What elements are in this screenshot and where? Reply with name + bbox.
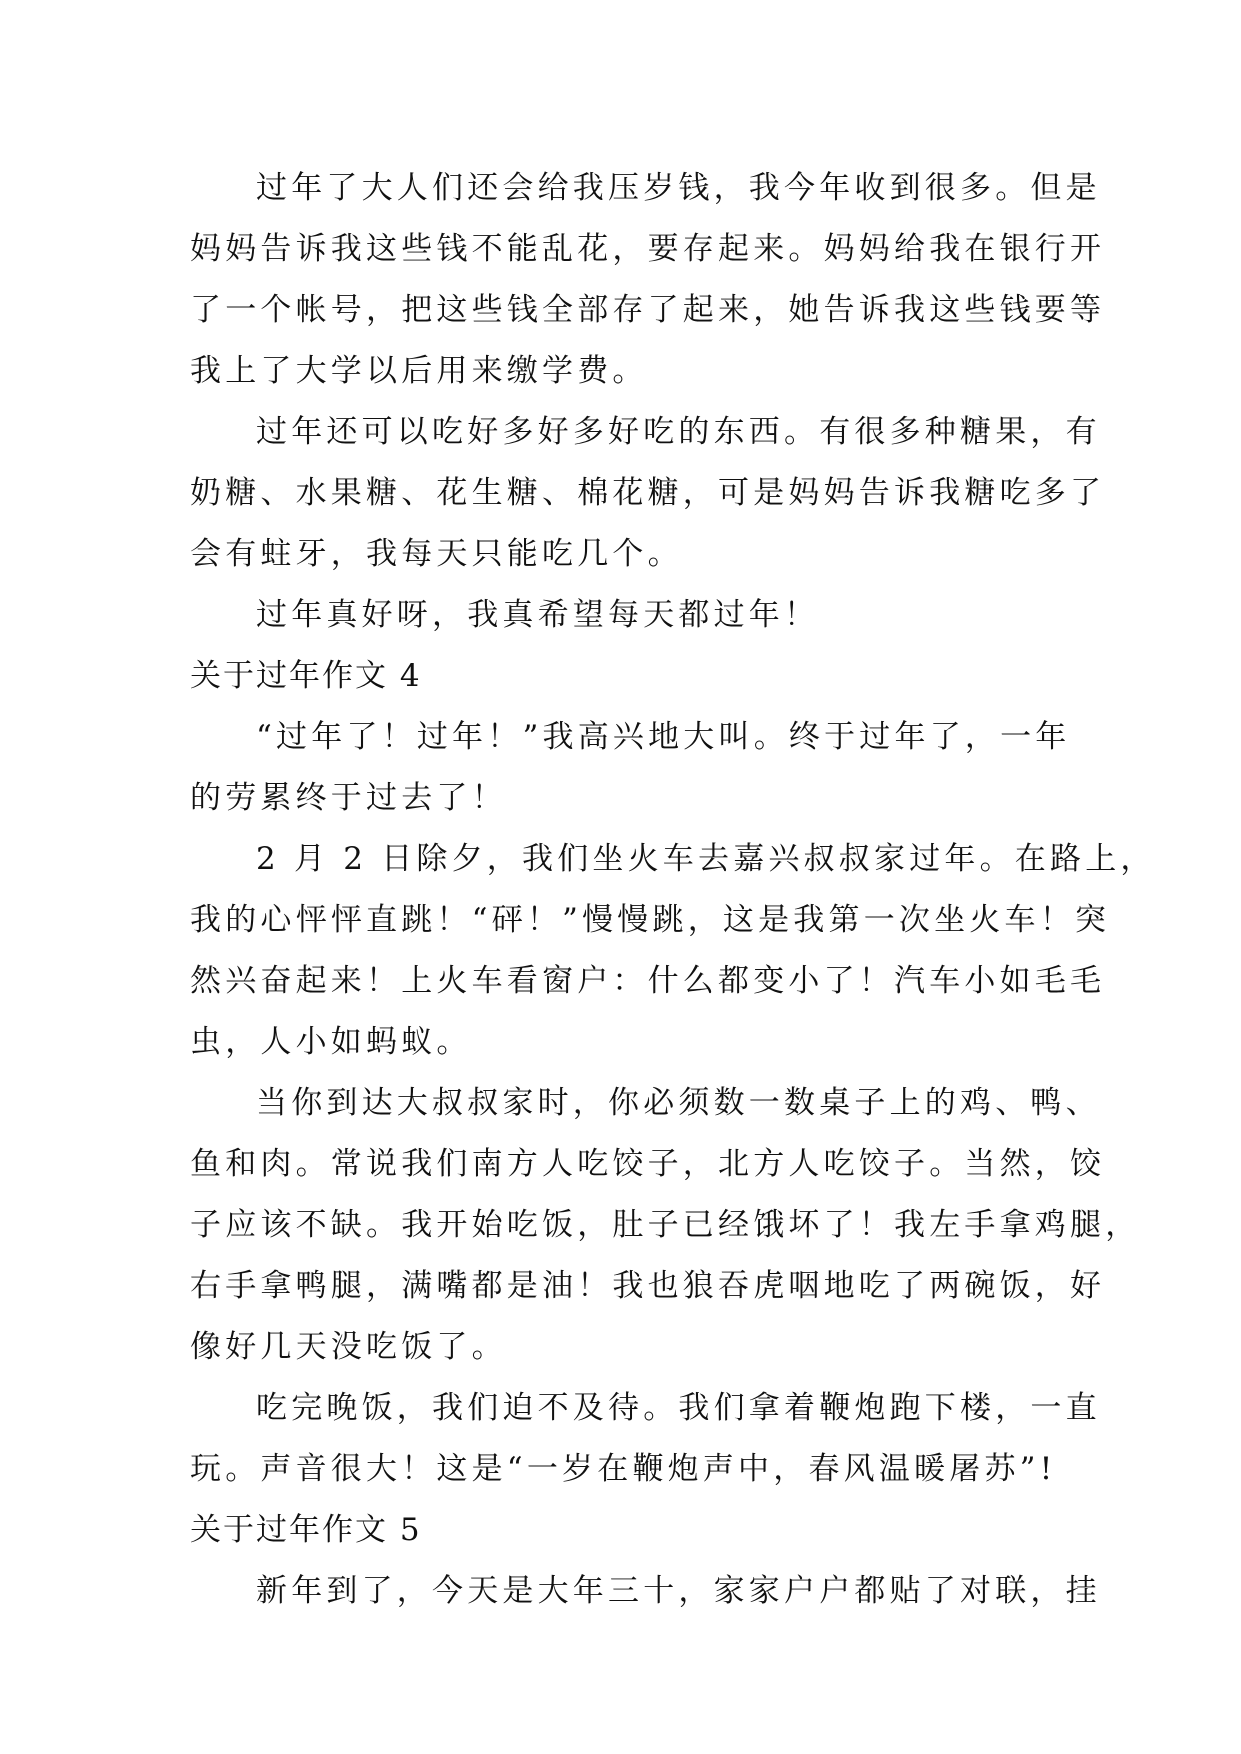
paragraph-line: “过年了！过年！”我高兴地大叫。终于过年了，一年 (256, 719, 1071, 755)
paragraph-line: 子应该不缺。我开始吃饭，肚子已经饿坏了！我左手拿鸡腿， (190, 1207, 1141, 1243)
paragraph-line: 虫，人小如蚂蚁。 (190, 1024, 472, 1060)
paragraph-line: 过年还可以吃好多好多好吃的东西。有很多种糖果，有 (256, 414, 1101, 450)
paragraph-line: 新年到了，今天是大年三十，家家户户都贴了对联，挂 (256, 1573, 1101, 1609)
paragraph-line: 我上了大学以后用来缴学费。 (190, 353, 648, 389)
section-heading: 关于过年作文 4 (190, 658, 422, 694)
paragraph-line: 妈妈告诉我这些钱不能乱花，要存起来。妈妈给我在银行开 (190, 231, 1106, 267)
paragraph-line: 过年了大人们还会给我压岁钱，我今年收到很多。但是 (256, 170, 1101, 206)
paragraph-line: 然兴奋起来！上火车看窗户：什么都变小了！汽车小如毛毛 (190, 963, 1106, 999)
paragraph-line: 玩。声音很大！这是“一岁在鞭炮声中，春风温暖屠苏”! (190, 1451, 1057, 1487)
paragraph-line: 过年真好呀，我真希望每天都过年！ (256, 597, 820, 633)
paragraph-line: 我的心怦怦直跳！“砰！”慢慢跳，这是我第一次坐火车！突 (190, 902, 1111, 938)
paragraph-line: 奶糖、水果糖、花生糖、棉花糖，可是妈妈告诉我糖吃多了 (190, 475, 1106, 511)
document-body (190, 158, 1156, 1622)
paragraph-line: 像好几天没吃饭了。 (190, 1329, 507, 1365)
paragraph-line: 会有蛀牙，我每天只能吃几个。 (190, 536, 683, 572)
paragraph-line: 了一个帐号，把这些钱全部存了起来，她告诉我这些钱要等 (190, 292, 1106, 328)
paragraph-line: 吃完晚饭，我们迫不及待。我们拿着鞭炮跑下楼，一直 (256, 1390, 1101, 1426)
paragraph-line: 的劳累终于过去了！ (190, 780, 507, 816)
paragraph-line: 2 月 2 日除夕，我们坐火车去嘉兴叔叔家过年。在路上， (256, 841, 1156, 877)
section-heading: 关于过年作文 5 (190, 1512, 422, 1548)
paragraph-line: 当你到达大叔叔家时，你必须数一数桌子上的鸡、鸭、 (256, 1085, 1101, 1121)
paragraph-line: 鱼和肉。常说我们南方人吃饺子，北方人吃饺子。当然，饺 (190, 1146, 1106, 1182)
paragraph-line: 右手拿鸭腿，满嘴都是油！我也狼吞虎咽地吃了两碗饭，好 (190, 1268, 1106, 1304)
